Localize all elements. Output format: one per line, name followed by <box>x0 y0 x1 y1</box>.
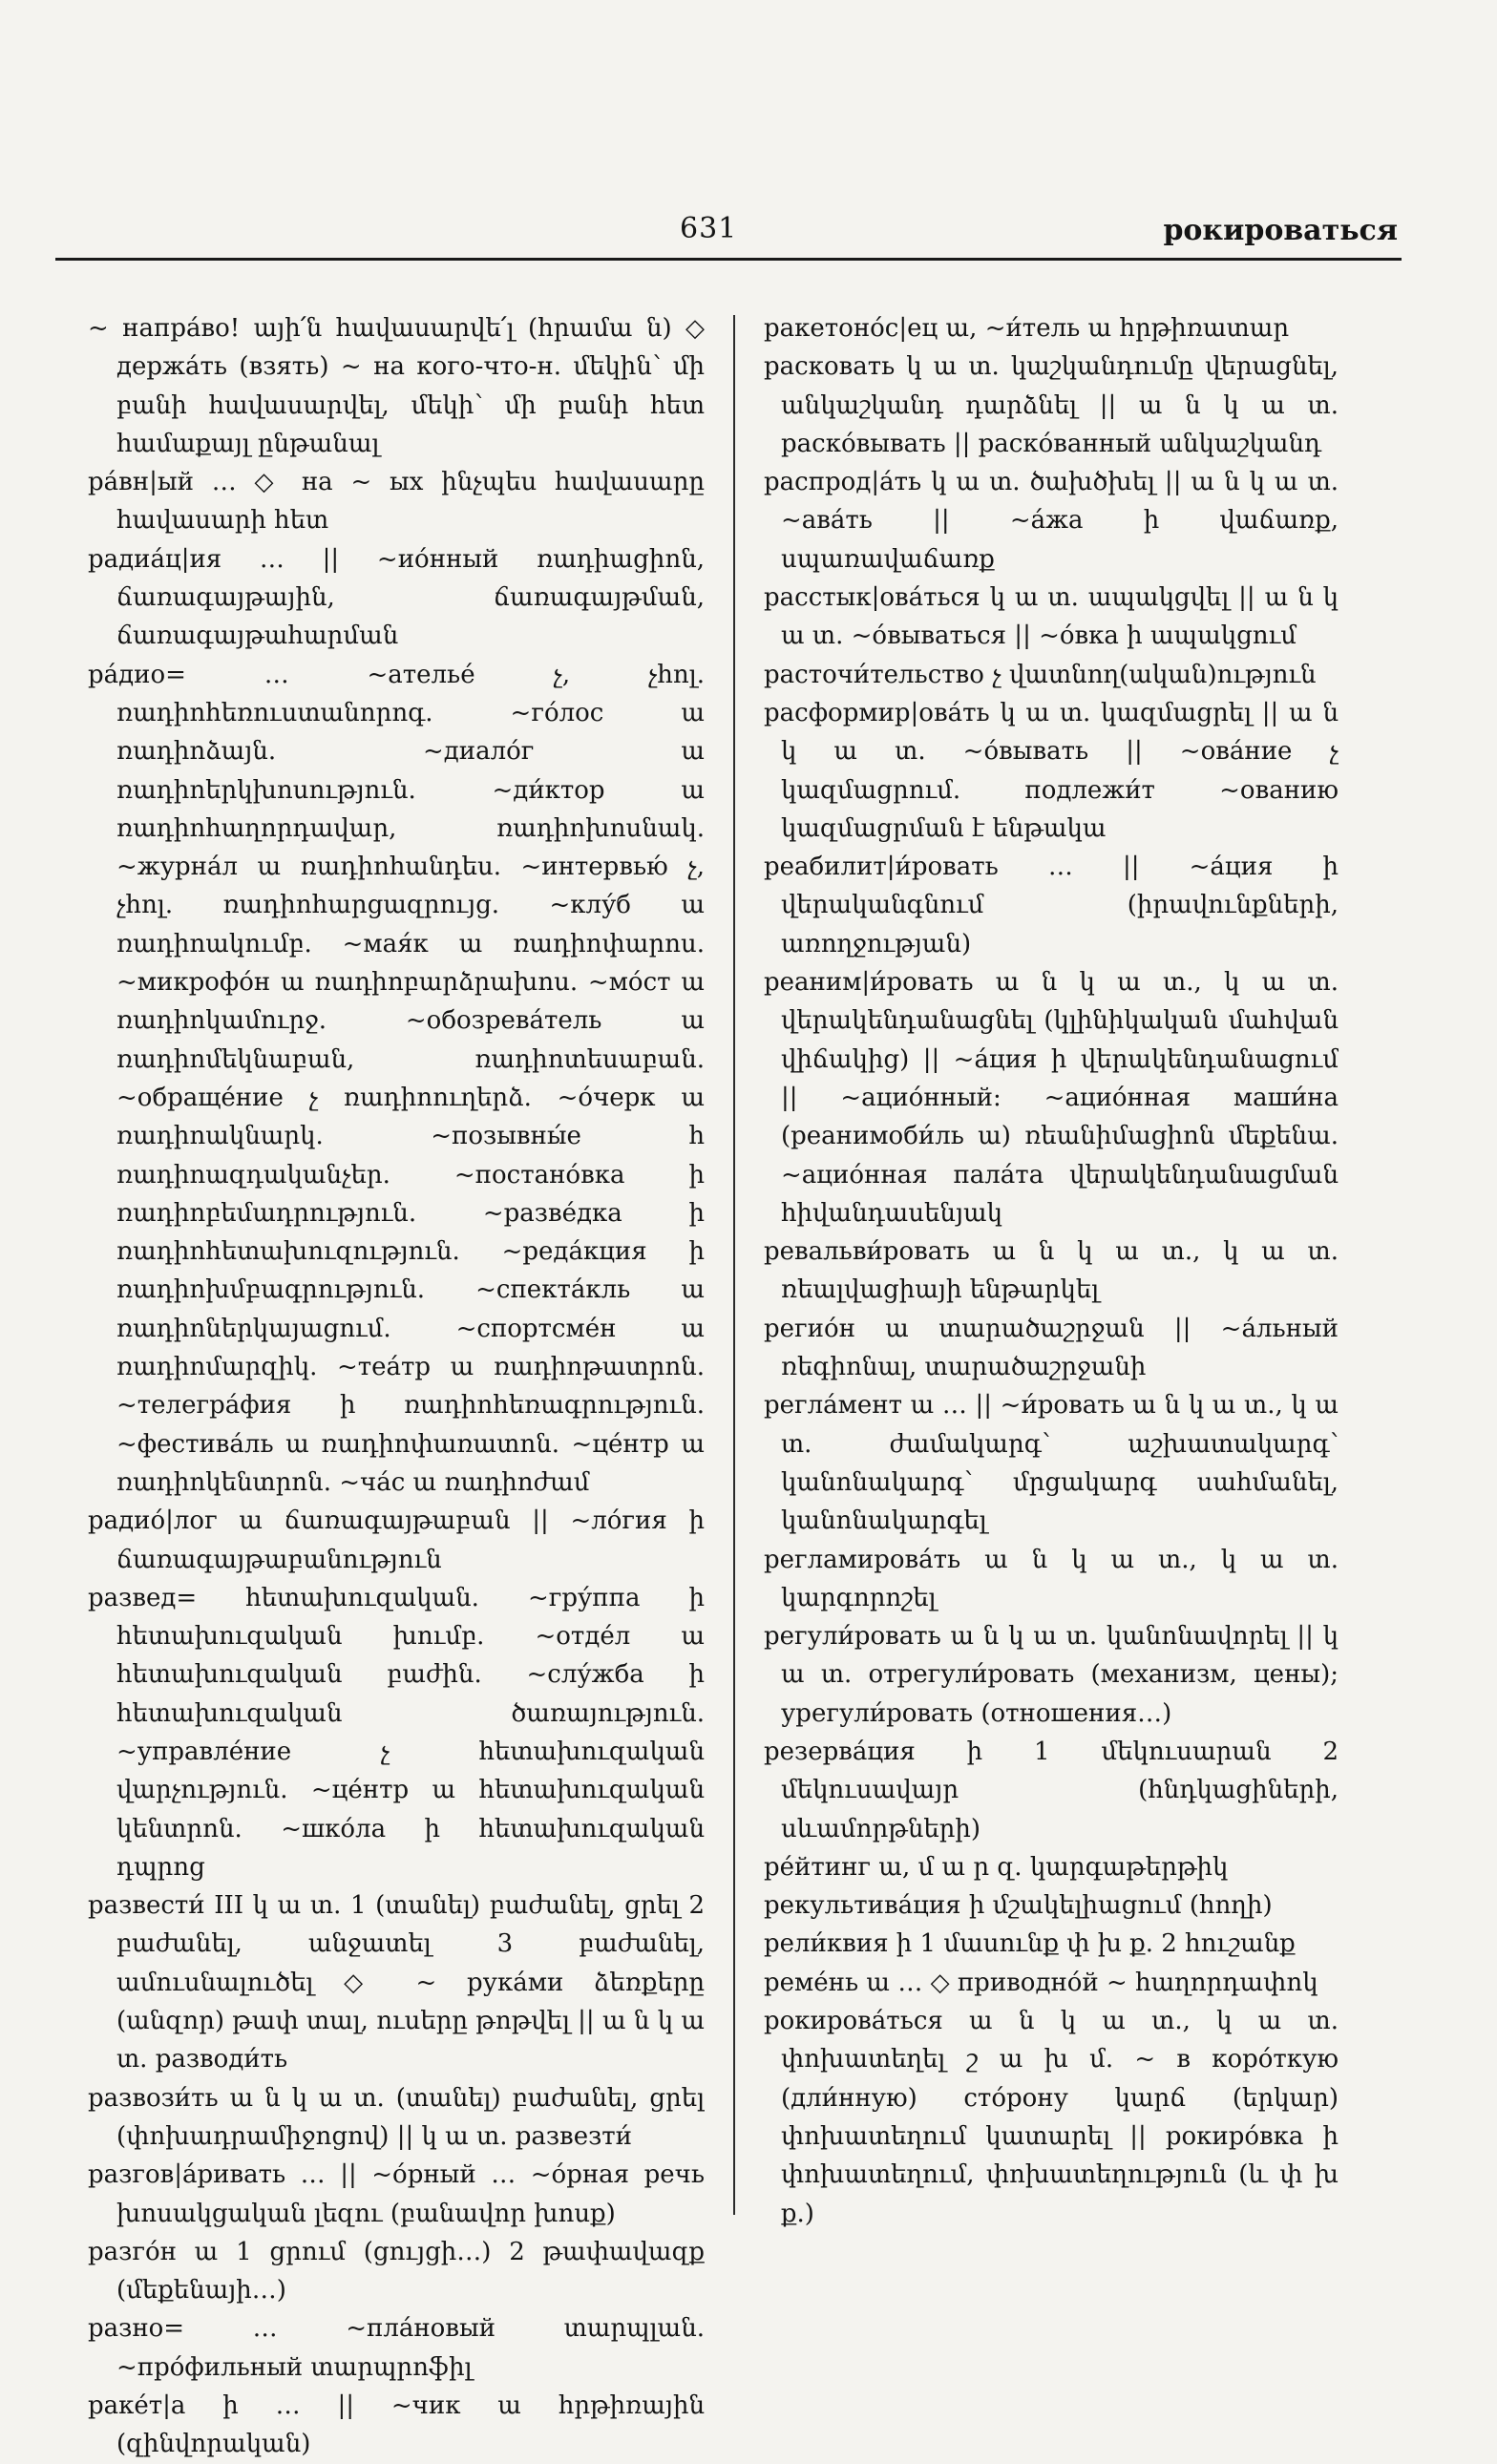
entry-napravo: ~ напра́во! այի՛ն հավասարվե՛լ (հրամա ն) ◇ держа́ть (взять) ~ на кого-что-н. մեկին՝ մի բանի հավասարվել, մեկի՝ մի բանի հետ համաքայլ ընթանալ <box>88 314 705 458</box>
entry-relikviya: рели́квия ի 1 մասունք փ խ ք. 2 հուշանք <box>764 1929 1296 1959</box>
entry-remen: реме́нь ա … ◇ приводно́й ~ հաղորդափոկ <box>764 1968 1318 1997</box>
entry-razgon: разго́н ա 1 ցրում (ցույցի…) 2 թափավազք (մեքենայի…) <box>88 2237 705 2306</box>
entry-rasformirovat: расформир|ова́ть կ ա տ. կազմացրել || ա ն կ ա տ. ~о́вывать || ~ова́ние չ կազմացրում. подлежи́т ~ованию կազմացրման է ենթակա <box>764 698 1339 843</box>
entry-raskovat: расковать կ ա տ. կաշկանդումը վերացնել, անկաշկանդ դարձնել || ա ն կ ա տ. раско́вывать || раско́ванный անկաշկանդ <box>764 352 1339 458</box>
entry-reanimirovat: реаним|и́ровать ա ն կ ա տ., կ ա տ. վերակենդանացնել (կլինիկական մահվան վիճակից) || ~а́ция ի վերակենդանացում || ~ацио́нный: ~ацио́нная маши́на (реанимоби́ль ա) ռեանիմացիոն մեքենա. ~ацио́нная пала́та վերակենդանացման հիվանդասենյակ <box>764 968 1339 1228</box>
running-head: рокироваться <box>1163 214 1398 247</box>
page-number: 631 <box>680 212 738 245</box>
entry-region: регио́н ա տարածաշրջան || ~а́льный ռեգիոնալ, տարածաշրջանի <box>764 1314 1339 1382</box>
entry-rasstykovatsya: расстык|ова́ться կ ա տ. ապակցվել || ա ն կ ա տ. ~о́вываться || ~о́вка ի ապակցում <box>764 583 1339 651</box>
entry-ravnyi: ра́вн|ый … ◇ на ~ ых ինչպես հավասարը հավասարի հետ <box>88 468 705 536</box>
entry-raketa: раке́т|а ի … || ~чик ա հրթիռային (զինվորական) <box>88 2391 705 2459</box>
entry-radiatsiya: радиа́ц|ия … || ~ио́нный ռադիացիոն, ճառագայթային, ճառագայթման, ճառագայթահարման <box>88 544 705 651</box>
entry-revalvirovat: ревальви́ровать ա ն կ ա տ., կ ա տ. ռեալվացիայի ենթարկել <box>764 1237 1339 1305</box>
entry-reabilitirovat: реабилит|и́ровать … || ~а́ция ի վերականգնում (իրավունքների, առողջության) <box>764 853 1339 958</box>
column-divider <box>733 315 735 2215</box>
entry-razvesti: развести́ III կ ա տ. 1 (տանել) բաժանել, ցրել 2 բաժանել, անջատել 3 բաժանել, ամուսնալուծել ◇ ~ рука́ми ձեռքերը (անզոր) թափ տալ, ուսերը թոթվել || ա ն կ ա տ. разводи́ть <box>88 1891 705 2074</box>
entry-rastochitelstvo: расточи́тельство չ վատնող(ական)ություն <box>764 660 1317 689</box>
right-column <box>764 309 1339 2234</box>
entry-razved: развед= հետախուզական. ~гру́ппа ի հետախուզական խումբ. ~отде́л ա հետախուզական բաժին. ~слу́жба ի հետախուզական ծառայություն. ~управле́ние չ հետախուզական վարչություն. ~це́нтр ա հետախուզական կենտրոն. ~шко́ла ի հետախուզական դպրոց <box>88 1583 705 1882</box>
entry-rezervatsiya: резерва́ция ի 1 մեկուսարան 2 մեկուսավայր (հնդկացիների, սևամորթների) <box>764 1737 1339 1843</box>
header-rule <box>55 258 1402 261</box>
entry-radio: ра́дио= … ~ателье́ չ, չհոլ. ռադիոհեռուստանորոգ. ~го́лос ա ռադիոձայն. ~диало́г ա ռադիոերկխոսություն. ~ди́ктор ա ռադիոհաղորդավար, ռադիոխոսնակ. ~журна́л ա ռադիոհանդես. ~интервью́ չ, չհոլ. ռադիոհարցազրույց. ~клу́б ա ռադիոակումբ. ~мая́к ա ռադիոփարոս. ~микрофо́н ա ռադիոբարձրախոս. ~мо́ст ա ռադիոկամուրջ. ~обозрева́тель ա ռադիոմեկնաբան, ռադիոտեսաբան. ~обраще́ние չ ռադիոուղերձ. ~о́черк ա ռադիոակնարկ. ~позывны́е հ ռադիոազդականչեր. ~постано́вка ի ռադիոբեմադրություն. ~разве́дка ի ռադիոհետախուզություն. ~реда́кция ի ռադիոխմբագրություն. ~спекта́кль ա ռադիոներկայացում. ~спортсме́н ա ռադիոմարզիկ. ~теа́тр ա ռադիոթատրոն. ~телегра́фия ի ռադիոհեռագրություն. ~фестива́ль ա ռադիոփառատոն. ~це́нтр ա ռադիոկենտրոն. ~ча́с ա ռադիոժամ <box>88 660 705 1497</box>
entry-razgovarivat: разгов|а́ривать … || ~о́рный … ~о́рная речь խոսակցական լեզու (բանավոր խոսք) <box>88 2160 705 2228</box>
entry-rasprodat: распрод|а́ть կ ա տ. ծախծխել || ա ն կ ա տ. ~ава́ть || ~а́жа ի վաճառք, սպառավաճառք <box>764 468 1339 574</box>
entry-regulirovat: регули́ровать ա ն կ ա տ. կանոնավորել || կ ա տ. отрегули́ровать (механизм, цены); урегули́ровать (отношения…) <box>764 1622 1339 1728</box>
entry-reglamirovat: регламирова́ть ա ն կ ա տ., կ ա տ. կարգորոշել <box>764 1545 1339 1612</box>
entry-rokirovatsya: рокирова́ться ա ն կ ա տ., կ ա տ. փոխատեղել շ ա խ մ. ~ в коро́ткую (дли́нную) сто́рону կարճ (երկար) փոխատեղում կատարել || рокиро́вка ի փոխատեղում, փոխատեղություն (և փ խ ք.) <box>764 2007 1339 2228</box>
left-column <box>88 309 705 2459</box>
entry-razvozit: развози́ть ա ն կ ա տ. (տանել) բաժանել, ցրել (փոխադրամիջոցով) || կ ա տ. развезти́ <box>88 2083 705 2151</box>
entry-reiting: ре́йтинг ա, մ ա ր զ. կարգաթերթիկ <box>764 1852 1229 1882</box>
entry-razno: разно= … ~пла́новый տարպլան. ~про́фильный տարպրոֆիլ <box>88 2314 705 2382</box>
entry-raketonosets: ракетоно́с|ец ա, ~и́тель ա հրթիռատար <box>764 314 1290 343</box>
entry-rekultivatsiya: рекультива́ция ի մշակելիացում (հողի) <box>764 1891 1273 1921</box>
entry-reglament: регла́мент ա … || ~и́ровать ա ն կ ա տ., կ ա տ. ժամակարգ՝ աշխատակարգ՝ կանոնակարգ՝ մրցակարգ սահմանել, կանոնակարգել <box>764 1391 1339 1536</box>
entry-radiolog: радио́|лог ա ճառագայթաբան || ~ло́гия ի ճառագայթաբանություն <box>88 1506 705 1574</box>
